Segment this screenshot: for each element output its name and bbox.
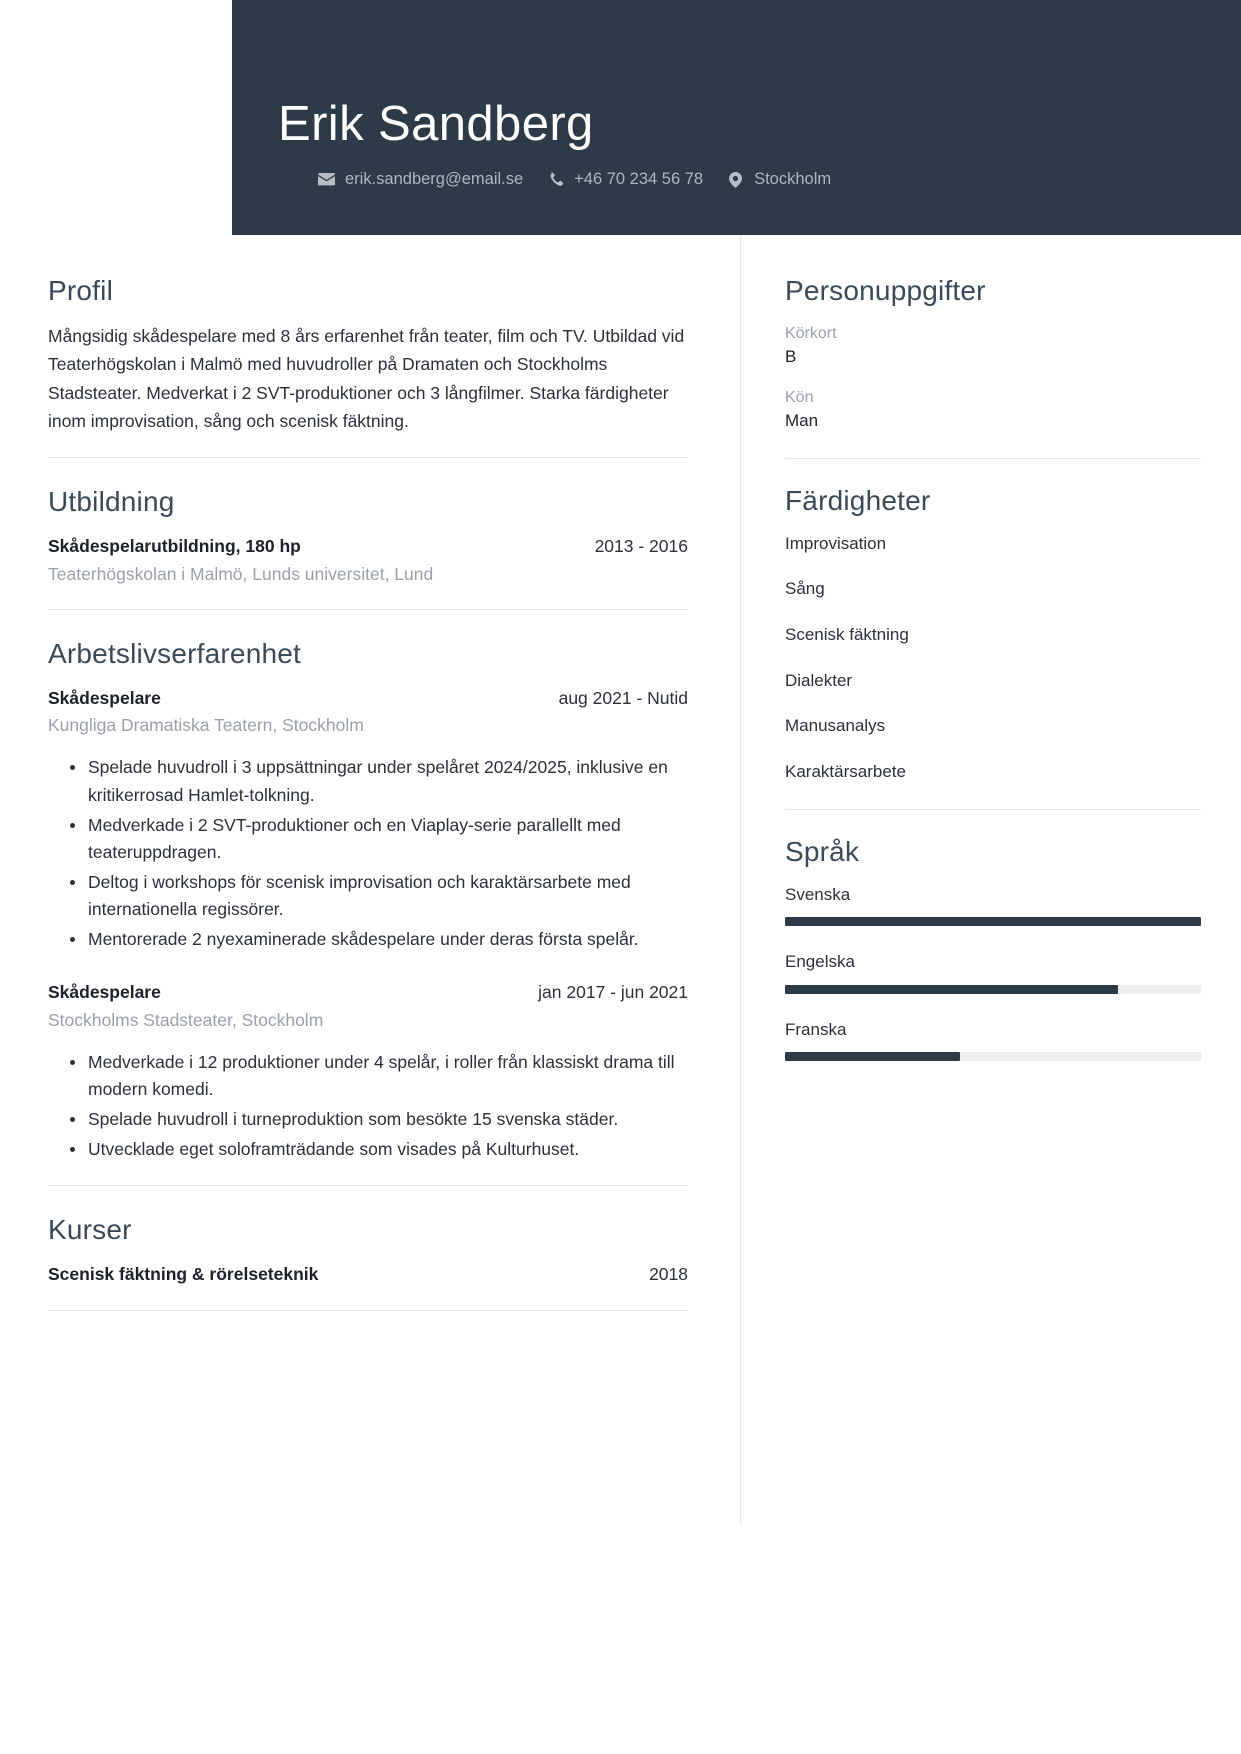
list-item: Scenisk fäktning xyxy=(785,624,909,644)
experience-entry-role: Skådespelare xyxy=(48,982,161,1003)
list-item: Karaktärsarbete xyxy=(785,761,906,781)
language-level-fill xyxy=(785,917,1201,926)
language-item xyxy=(785,1018,1201,1062)
section-title-profile: Profil xyxy=(48,275,113,306)
language-level-fill xyxy=(785,1052,960,1061)
language-level-track xyxy=(785,1052,1201,1061)
language-name: Engelska xyxy=(785,952,855,972)
list-item: Spelade huvudroll i 3 uppsättningar under spelåret 2024/2025, inklusive en kritikerrosad Hamlet-tolkning. xyxy=(88,754,688,808)
section-divider xyxy=(48,1310,688,1311)
section-title-skills: Färdigheter xyxy=(785,484,931,516)
experience-entry xyxy=(48,979,688,1163)
experience-entry-head xyxy=(48,979,688,1005)
experience-entry-employer: Stockholms Stadsteater, Stockholm xyxy=(48,1009,324,1030)
language-item xyxy=(785,950,1201,994)
contact-phone[interactable] xyxy=(545,170,703,189)
experience-entry xyxy=(48,685,688,953)
language-level-fill xyxy=(785,985,1118,994)
main-column xyxy=(0,235,740,1525)
section-title-experience: Arbetslivserfarenhet xyxy=(48,637,302,669)
education-entry-head xyxy=(48,533,688,559)
list-item: Mentorerade 2 nyexaminerade skådespelare under deras första spelår. xyxy=(88,926,688,953)
section-divider xyxy=(48,1185,688,1186)
personal-field-label: Kön xyxy=(785,388,814,406)
course-entry xyxy=(48,1261,688,1287)
candidate-name: Erik Sandberg xyxy=(278,97,594,151)
experience-entry-bullets xyxy=(48,754,688,953)
experience-entry-employer: Kungliga Dramatiska Teatern, Stockholm xyxy=(48,715,364,736)
profile-summary-text: Mångsidig skådespelare med 8 års erfarenhet från teater, film och TV. Utbildad vid Teaterhögskolan i Malmö med huvudroller på Dramaten och Stockholms Stadsteater. Medverkat i 2 SVT-produktioner och 3 långfilmer. Starka färdigheter inom improvisation, sång och scenisk fäktning. xyxy=(48,326,685,432)
section-title-personal-details: Personuppgifter xyxy=(785,275,986,306)
section-divider xyxy=(48,609,688,610)
personal-field-value: B xyxy=(785,347,797,367)
language-name: Franska xyxy=(785,1019,847,1039)
sidebar-divider xyxy=(785,458,1201,459)
language-level-track xyxy=(785,985,1201,994)
course-entry-head xyxy=(48,1261,688,1287)
personal-field-value: Man xyxy=(785,411,819,431)
language-level-track xyxy=(785,917,1201,926)
education-entry-institution: Teaterhögskolan i Malmö, Lunds universitet, Lund xyxy=(48,563,434,584)
education-entry-title: Skådespelarutbildning, 180 hp xyxy=(48,536,301,557)
section-education xyxy=(48,484,688,587)
section-languages xyxy=(785,834,1201,1062)
section-title-courses: Kurser xyxy=(48,1214,132,1246)
section-title-education: Utbildning xyxy=(48,486,175,518)
list-item: Dialekter xyxy=(785,670,853,690)
section-personal-details xyxy=(785,273,1201,434)
list-item: Spelade huvudroll i turneproduktion som besökte 15 svenska städer. xyxy=(88,1106,688,1133)
contact-location-text: Stockholm xyxy=(754,170,832,188)
envelope-icon xyxy=(316,172,336,188)
list-item: Medverkade i 2 SVT-produktioner och en Viaplay-serie parallellt med teateruppdragen. xyxy=(88,812,688,866)
experience-entry-date: aug 2021 - Nutid xyxy=(558,687,688,708)
education-entry-date: 2013 - 2016 xyxy=(594,536,688,557)
cv-body xyxy=(0,235,1241,1525)
list-item: Manusanalys xyxy=(785,716,886,736)
experience-entry-head xyxy=(48,685,688,711)
section-profile xyxy=(48,273,688,435)
sidebar-column xyxy=(740,235,1241,1525)
location-pin-icon xyxy=(725,172,745,188)
experience-entry-date: jan 2017 - jun 2021 xyxy=(538,982,688,1003)
experience-entry-bullets xyxy=(48,1049,688,1164)
list-item: Deltog i workshops för scenisk improvisation och karaktärsarbete med internationella regissörer. xyxy=(88,869,688,923)
phone-icon xyxy=(545,172,565,188)
course-entry-title: Scenisk fäktning & rörelseteknik xyxy=(48,1264,319,1285)
language-item xyxy=(785,883,1201,927)
contact-location[interactable] xyxy=(725,170,831,189)
list-item: Sång xyxy=(785,579,825,599)
list-item: Medverkade i 12 produktioner under 4 spelår, i roller från klassiskt drama till modern komedi. xyxy=(88,1049,688,1103)
education-entry xyxy=(48,533,688,587)
contact-phone-text: +46 70 234 56 78 xyxy=(574,170,704,188)
contact-email-text: erik.sandberg@email.se xyxy=(345,170,524,188)
experience-entry-role: Skådespelare xyxy=(48,687,161,708)
section-experience xyxy=(48,636,688,1163)
sidebar-divider xyxy=(785,809,1201,810)
list-item: Utvecklade eget soloframträdande som visades på Kulturhuset. xyxy=(88,1136,688,1163)
contact-email[interactable] xyxy=(316,170,523,189)
language-name: Svenska xyxy=(785,884,851,904)
contact-row xyxy=(316,170,853,189)
section-courses xyxy=(48,1212,688,1287)
list-item: Improvisation xyxy=(785,533,887,553)
course-entry-date: 2018 xyxy=(649,1264,688,1285)
section-title-languages: Språk xyxy=(785,835,860,867)
section-divider xyxy=(48,457,688,458)
cv-header xyxy=(232,0,1241,235)
section-skills xyxy=(785,483,1201,785)
personal-field-label: Körkort xyxy=(785,325,837,342)
